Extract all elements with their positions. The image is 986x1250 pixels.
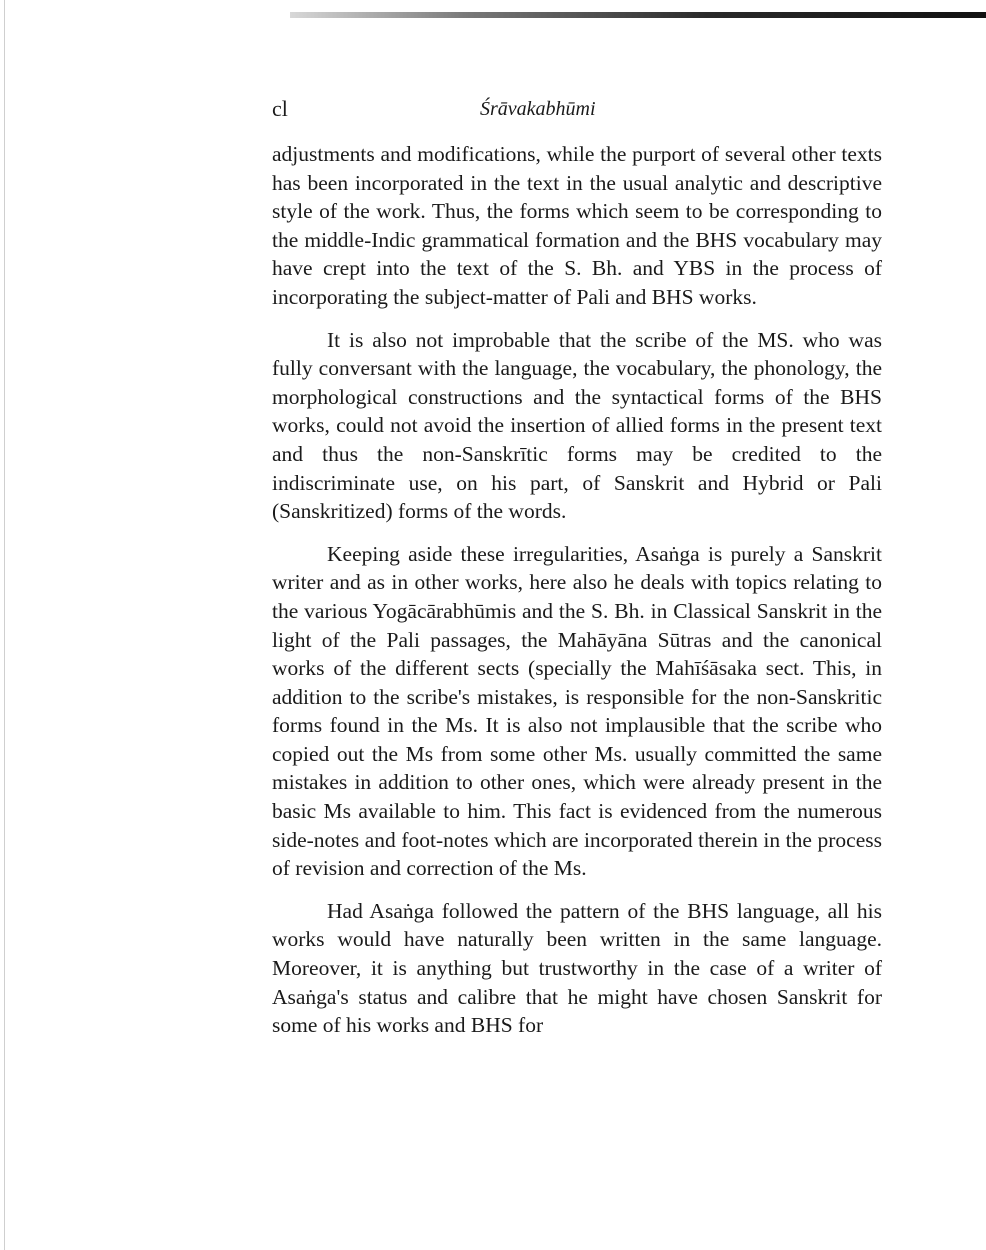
page-number: cl <box>272 96 288 121</box>
top-rule <box>290 12 986 18</box>
paragraph-4: Had Asaṅga followed the pattern of the BHS language, all his works would have naturally been written in the same language. Moreover, it is anything but trustworthy in the case of a writer of Asaṅga's status and calibre that he might have chosen Sanskrit for some of his works and BHS for <box>272 898 882 1038</box>
running-title: Śrāvakabhūmi <box>480 98 596 120</box>
text-body <box>272 140 882 1054</box>
paragraph-1: adjustments and modifications, while the purport of several other texts has been incorporated in the text in the usual analytic and descriptive style of the work. Thus, the forms which seem to be corresponding to the middle-Indic grammatical formation and the BHS vocabulary may have crept into the text of the S. Bh. and YBS in the process of incorporating the subject-matter of Pali and BHS works. <box>272 142 882 309</box>
paragraph-2: It is also not improbable that the scribe of the MS. who was fully conversant with the language, the vocabulary, the phonology, the morphological constructions and the syntactical forms of the BHS works, could not avoid the insertion of allied forms in the present text and thus the non-Sanskrītic forms may be credited to the indiscriminate use, on his part, of Sanskrit and Hybrid or Pali (Sanskritized) forms of the words. <box>272 327 882 524</box>
paragraph-3: Keeping aside these irregularities, Asaṅga is purely a Sanskrit writer and as in other works, here also he deals with topics relating to the various Yogācārabhūmis and the S. Bh. in Classical Sanskrit in the light of the Pali passages, the Mahāyāna Sūtras and the canonical works of the different sects (specially the Mahīśāsaka sect. This, in addition to the scribe's mistakes, is responsible for the non-Sanskritic forms found in the Ms. It is also not implausible that the scribe who copied out the Ms from some other Ms. usually committed the same mistakes in addition to other ones, which were already present in the basic Ms available to him. This fact is evidenced from the numerous side-notes and foot-notes which are incorporated therein in the process of revision and correction of the Ms. <box>272 541 882 881</box>
page-edge <box>4 0 5 1250</box>
